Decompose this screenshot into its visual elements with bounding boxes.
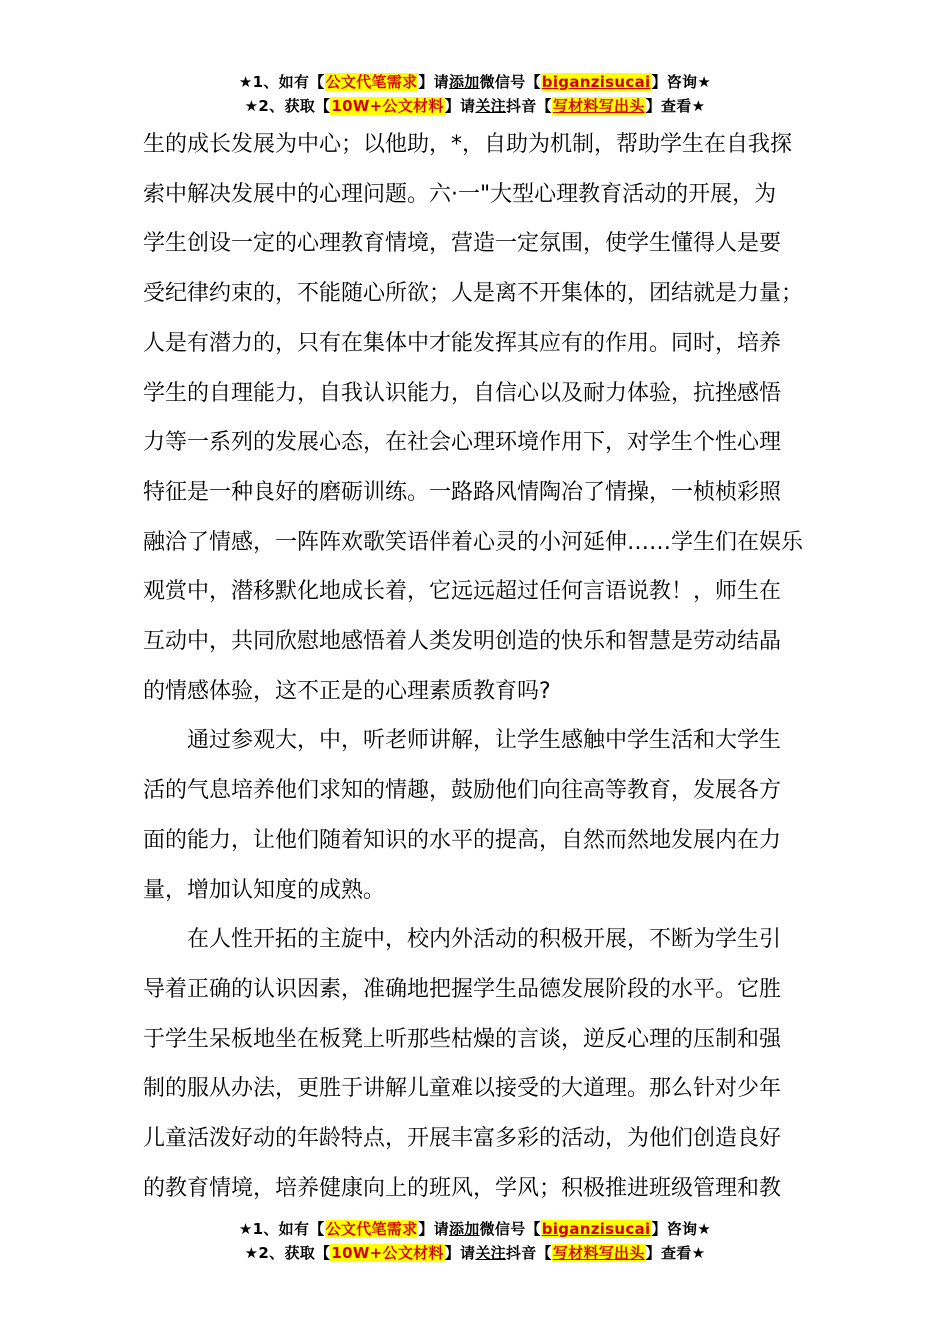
text-line: 面的能力，让他们随着知识的水平的提高，自然而然地发展内在力 [143, 827, 782, 853]
text-line: 导着正确的认识因素，准确地把握学生品德发展阶段的水平。它胜 [143, 976, 782, 1002]
text-line: 制的服从办法，更胜于讲解儿童难以接受的大道理。那么针对少年 [143, 1076, 782, 1102]
text-line: 于学生呆板地坐在板凳上听那些枯燥的言谈，逆反心理的压制和强 [143, 1026, 782, 1052]
header-banner-bottom [0, 1217, 950, 1265]
text-line: 生的成长发展为中心；以他助，*，自助为机制，帮助学生在自我探 [143, 132, 793, 157]
douyin-account-link[interactable]: 写材料写出头 [552, 97, 645, 115]
header-banner-top [0, 70, 950, 118]
text-line: 儿童活泼好动的年龄特点，开展丰富多彩的活动，为他们创造良好 [143, 1126, 782, 1152]
text-line: 索中解决发展中的心理问题。六·一"大型心理教育活动的开展，为 [143, 181, 777, 207]
banner-line-2: ★2、获取【10W+公文材料】请关注抖音【写材料写出头】查看★ [244, 1244, 706, 1262]
text-line: 学生创设一定的心理教育情境，营造一定氛围，使学生懂得人是要 [143, 231, 782, 257]
wechat-id-link[interactable]: biganzisucai [541, 73, 651, 91]
text-line: 的教育情境，培养健康向上的班风，学风；积极推进班级管理和教 [143, 1175, 782, 1201]
text-line: 观赏中，潜移默化地成长着，它远远超过任何言语说教！，师生在 [143, 579, 782, 605]
document-body [143, 120, 833, 1213]
banner-line-1: ★1、如有【公文代笔需求】请添加微信号【biganzisucai】咨询★ [238, 73, 712, 91]
text-line: 受纪律约束的，不能随心所欲；人是离不开集体的，团结就是力量； [143, 281, 804, 307]
douyin-account-link[interactable]: 写材料写出头 [552, 1244, 645, 1262]
banner-line-2: ★2、获取【10W+公文材料】请关注抖音【写材料写出头】查看★ [244, 97, 706, 115]
text-line: 互动中，共同欣慰地感悟着人类发明创造的快乐和智慧是劳动结晶 [143, 629, 782, 655]
highlight-materials: 10W+公文材料 [331, 1244, 444, 1262]
text-line: 的情感体验，这不正是的心理素质教育吗? [143, 678, 551, 704]
wechat-id-link[interactable]: biganzisucai [541, 1220, 651, 1238]
highlight-service: 公文代笔需求 [325, 1220, 418, 1238]
paragraph-3 [143, 915, 833, 1213]
text-line: 在人性开拓的主旋中，校内外活动的积极开展，不断为学生引 [187, 927, 782, 953]
paragraph-2 [143, 716, 833, 915]
text-line: 活的气息培养他们求知的情趣，鼓励他们向往高等教育，发展各方 [143, 778, 782, 804]
text-line: 通过参观大，中，听老师讲解，让学生感触中学生活和大学生 [187, 728, 782, 754]
text-line: 量，增加认知度的成熟。 [143, 877, 386, 903]
highlight-materials: 10W+公文材料 [331, 97, 444, 115]
highlight-service: 公文代笔需求 [325, 73, 418, 91]
text-line: 人是有潜力的，只有在集体中才能发挥其应有的作用。同时，培养 [143, 330, 782, 356]
text-line: 力等一系列的发展心态，在社会心理环境作用下，对学生个性心理 [143, 430, 782, 456]
text-line: 特征是一种良好的磨砺训练。一路路风情陶冶了情操，一桢桢彩照 [143, 479, 782, 505]
text-line: 融洽了情感，一阵阵欢歌笑语伴着心灵的小河延伸……学生们在娱乐 [143, 529, 804, 555]
text-line: 学生的自理能力，自我认识能力，自信心以及耐力体验，抗挫感悟 [143, 380, 782, 406]
banner-line-1: ★1、如有【公文代笔需求】请添加微信号【biganzisucai】咨询★ [238, 1220, 712, 1238]
paragraph-1 [143, 120, 833, 716]
